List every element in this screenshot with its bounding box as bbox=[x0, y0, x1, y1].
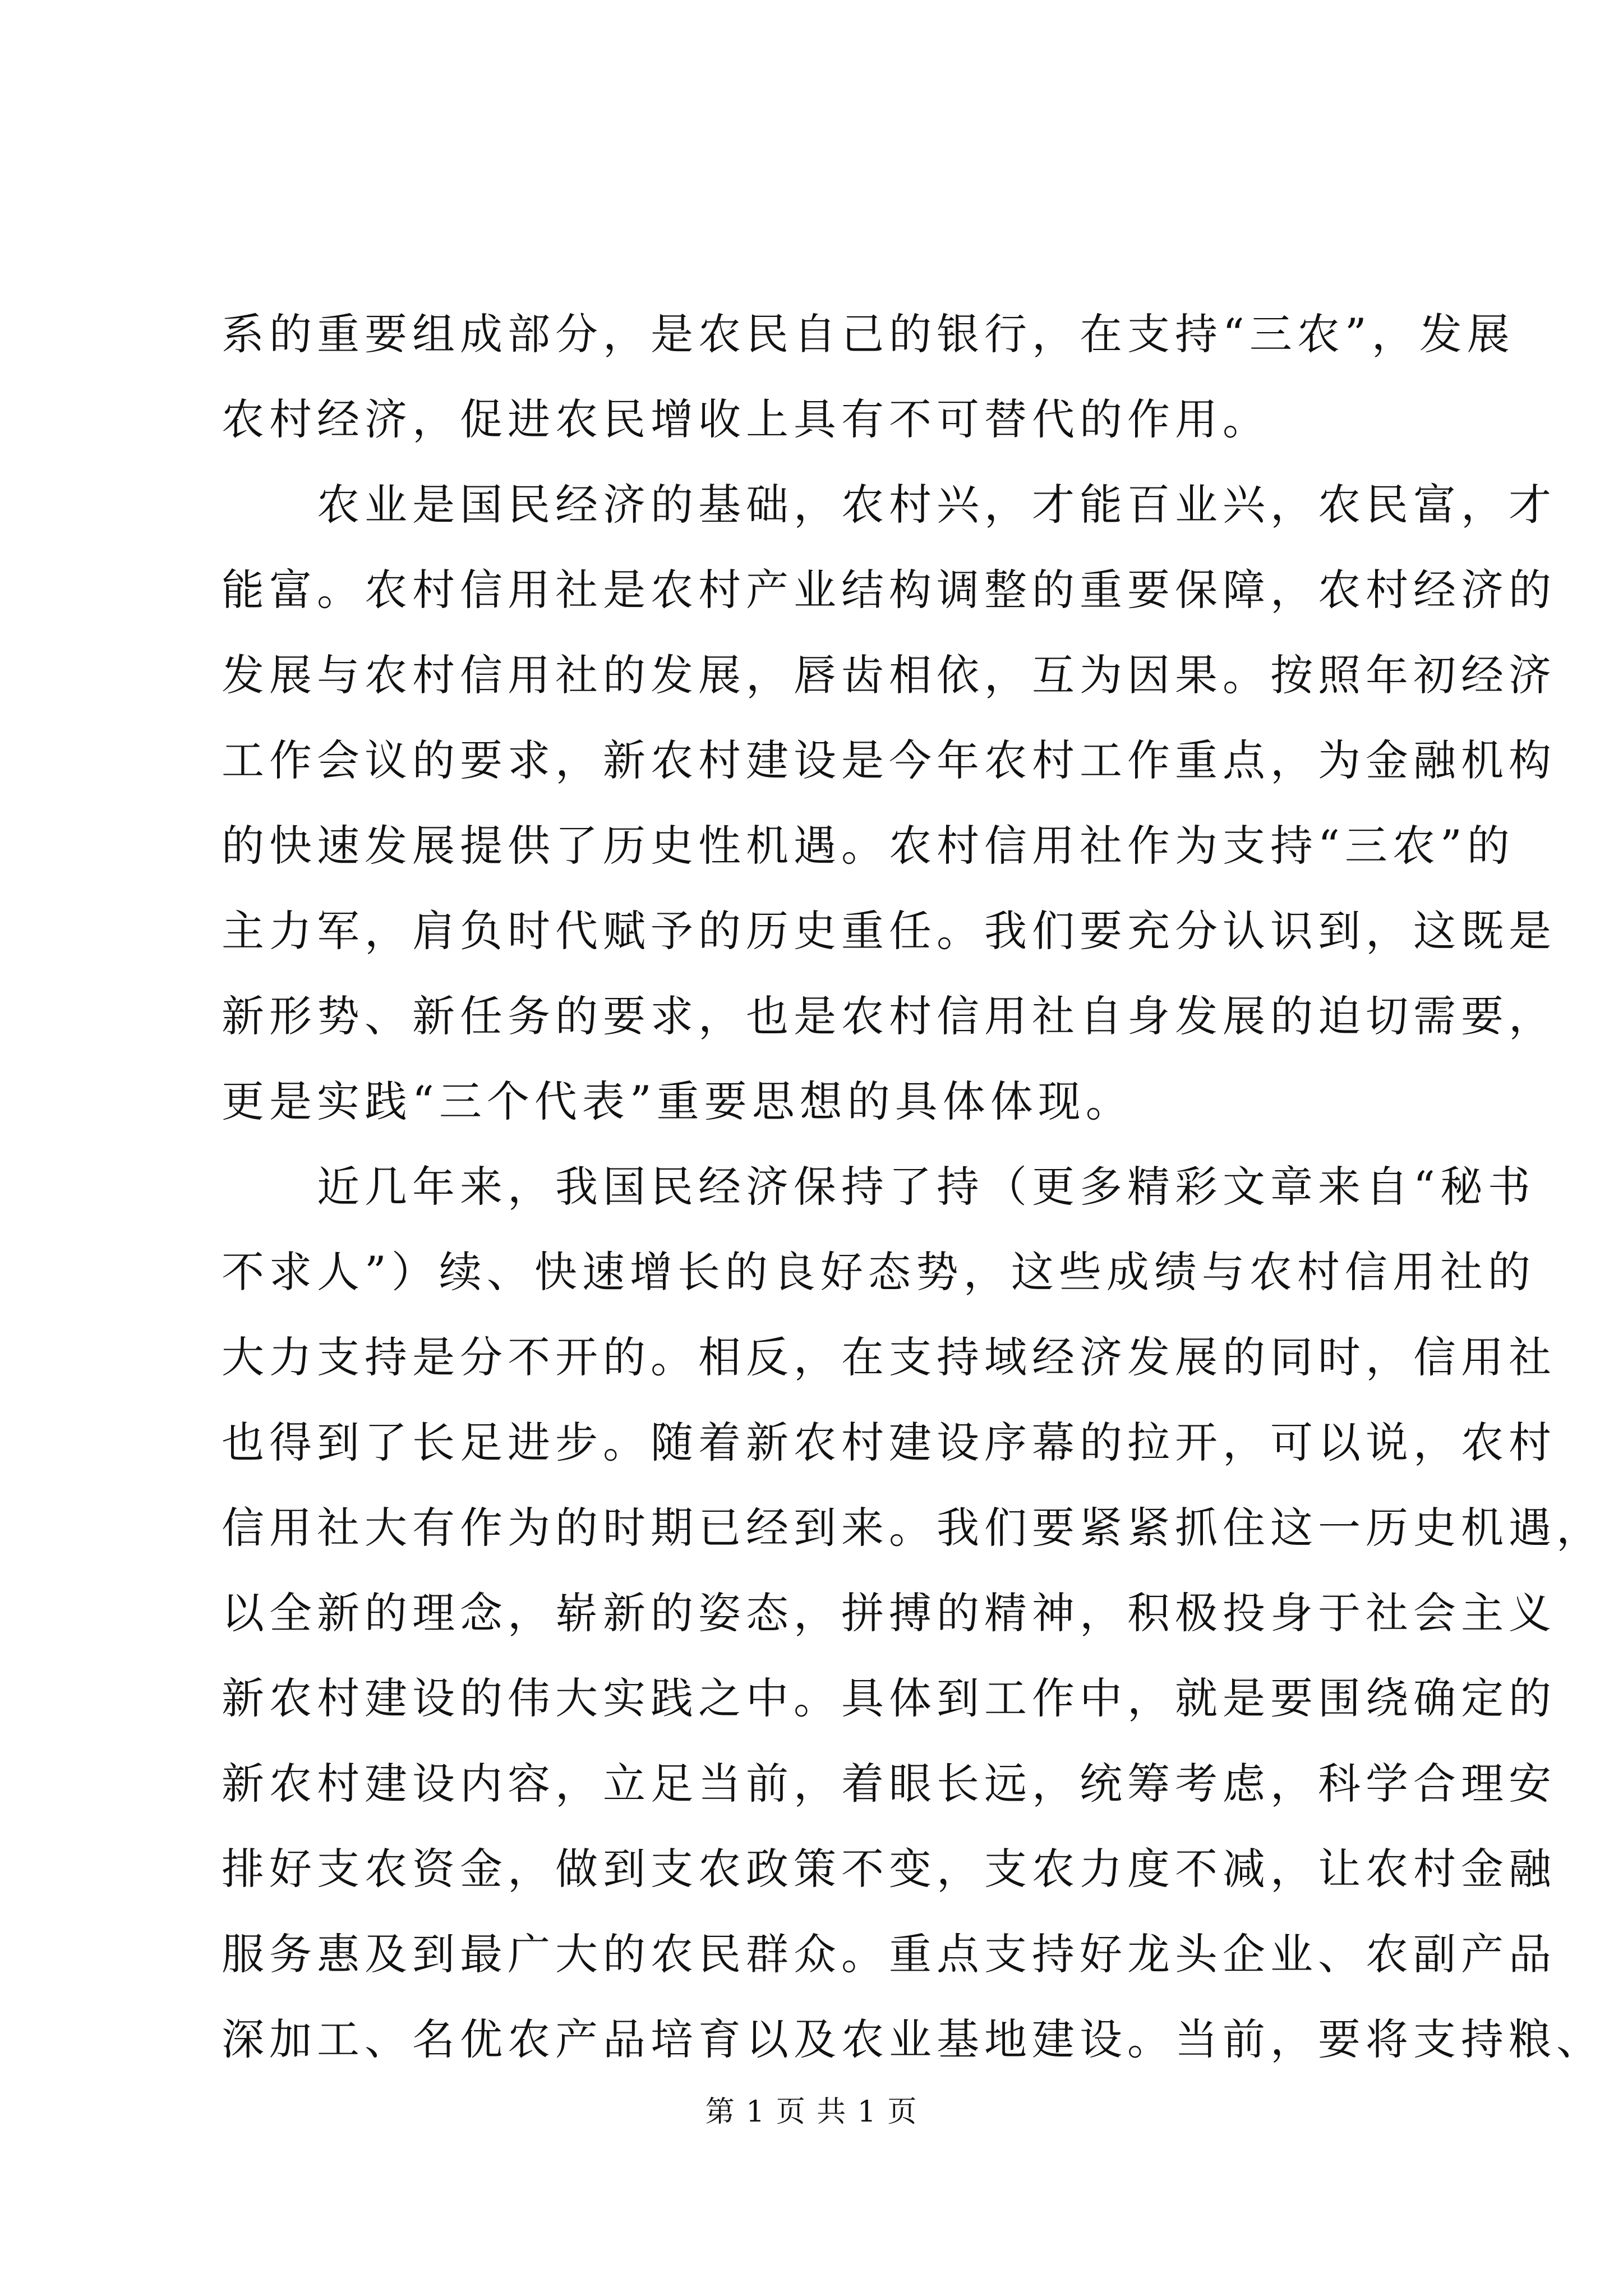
text-line: 工作会议的要求，新农村建设是今年农村工作重点，为金融机构 bbox=[222, 735, 1556, 785]
text-line: 深加工、名优农产品培育以及农业基地建设。当前，要将支持粮、 bbox=[222, 2014, 1604, 2064]
text-line: 也得到了长足进步。随着新农村建设序幕的拉开，可以说，农村 bbox=[222, 1418, 1556, 1467]
text-line: 新农村建设内容，立足当前，着眼长远，统筹考虑，科学合理安 bbox=[222, 1759, 1556, 1809]
text-line: 系的重要组成部分，是农民自己的银行，在支持“三农”，发展 bbox=[222, 309, 1515, 359]
text-line: 农村经济，促进农民增收上具有不可替代的作用。 bbox=[222, 394, 1270, 444]
document-body bbox=[222, 292, 1604, 2082]
text-line: 新农村建设的伟大实践之中。具体到工作中，就是要围绕确定的 bbox=[222, 1673, 1556, 1723]
text-line: 近几年来，我国民经济保持了持（更多精彩文章来自“秘书 bbox=[222, 1162, 1536, 1212]
paragraph-1 bbox=[222, 292, 1515, 462]
text-line: 更是实践“三个代表”重要思想的具体体现。 bbox=[222, 1076, 1133, 1126]
text-line: 大力支持是分不开的。相反，在支持域经济发展的同时，信用社 bbox=[222, 1332, 1556, 1382]
text-line: 新形势、新任务的要求，也是农村信用社自身发展的迫切需要， bbox=[222, 991, 1556, 1041]
text-line: 能富。农村信用社是农村产业结构调整的重要保障，农村经济的 bbox=[222, 565, 1556, 615]
text-line: 主力军，肩负时代赋予的历史重任。我们要充分认识到，这既是 bbox=[222, 906, 1556, 956]
text-line: 不求人”）续、快速增长的良好态势，这些成绩与农村信用社的 bbox=[222, 1247, 1536, 1297]
text-line: 信用社大有作为的时期已经到来。我们要紧紧抓住这一历史机遇， bbox=[222, 1503, 1604, 1553]
text-line: 以全新的理念，崭新的姿态，拼搏的精神，积极投身于社会主义 bbox=[222, 1588, 1556, 1638]
paragraph-3 bbox=[222, 1144, 1604, 2082]
text-line: 服务惠及到最广大的农民群众。重点支持好龙头企业、农副产品 bbox=[222, 1929, 1556, 1979]
paragraph-2 bbox=[222, 462, 1556, 1144]
page-footer bbox=[0, 2092, 1623, 2132]
page-number-label: 第 1 页 共 1 页 bbox=[705, 2095, 918, 2129]
text-line: 排好支农资金，做到支农政策不变，支农力度不减，让农村金融 bbox=[222, 1844, 1556, 1894]
text-line: 的快速发展提供了历史性机遇。农村信用社作为支持“三农”的 bbox=[222, 821, 1515, 871]
text-line: 农业是国民经济的基础，农村兴，才能百业兴，农民富，才 bbox=[222, 480, 1556, 530]
text-line: 发展与农村信用社的发展，唇齿相依，互为因果。按照年初经济 bbox=[222, 650, 1556, 700]
